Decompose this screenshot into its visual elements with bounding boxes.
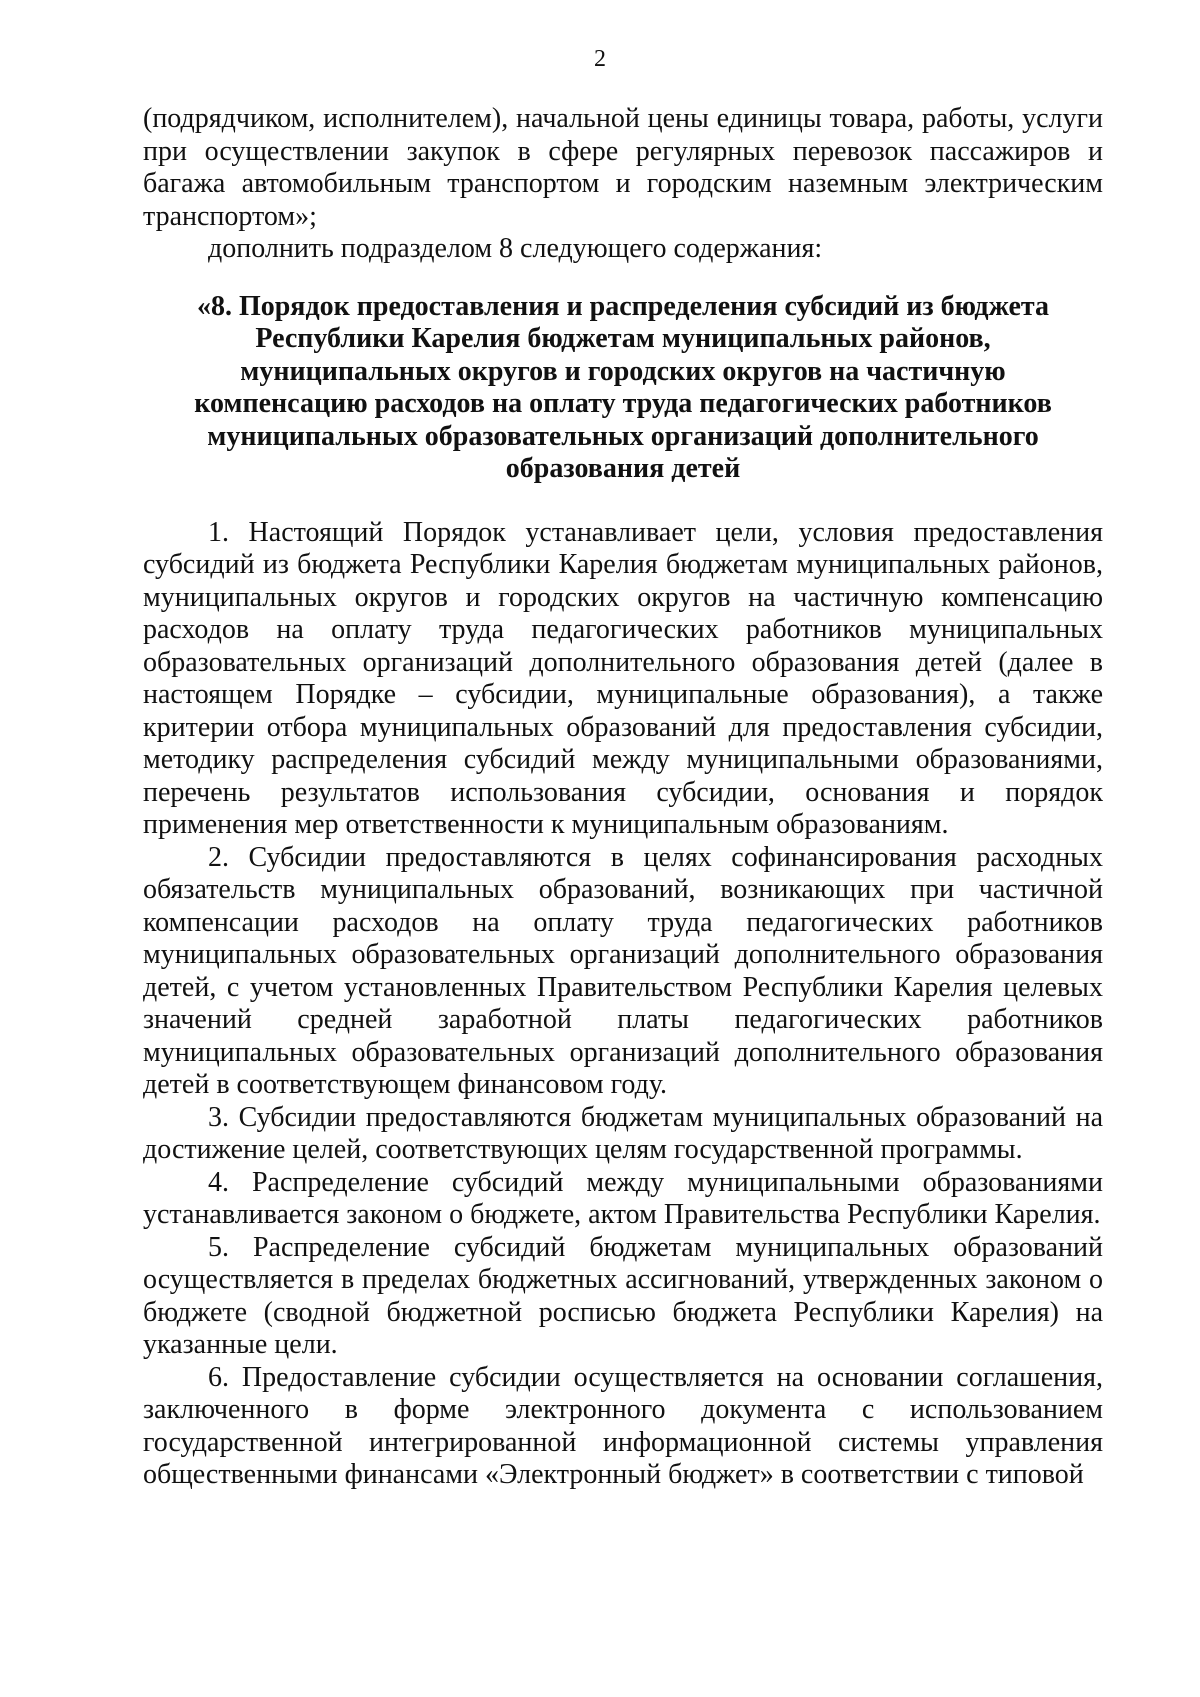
paragraph-4: 4. Распределение субсидий между муниципальными образованиями устанавливается законом о бюджете, актом Правительства Республики Карелия. xyxy=(143,1166,1103,1230)
paragraph-5: 5. Распределение субсидий бюджетам муниципальных образований осуществляется в пределах бюджетных ассигнований, утвержденных законом о бюджете (сводной бюджетной росписью бюджета Республики Карелия) на указанные цели. xyxy=(143,1231,1103,1360)
paragraph-3: 3. Субсидии предоставляются бюджетам муниципальных образований на достижение целей, соответствующих целям государственной программы. xyxy=(143,1101,1103,1165)
intro-instruction: дополнить подразделом 8 следующего содержания: xyxy=(208,233,823,264)
section-title: «8. Порядок предоставления и распределения субсидий из бюджета Республики Карелия бюджетам муниципальных районов, муниципальных округов и городских округов на частичную компенсацию расходов на оплату труда педагогических работников муниципальных образовательных организаций дополнительного образования детей xyxy=(194,290,1052,484)
intro-continuation: (подрядчиком, исполнителем), начальной цены единицы товара, работы, услуги при осуществлении закупок в сфере регулярных перевозок пассажиров и багажа автомобильным транспортом и городским наземным электрическим транспортом»; xyxy=(143,103,1103,232)
page-number: 2 xyxy=(594,46,606,72)
paragraph-2: 2. Субсидии предоставляются в целях софинансирования расходных обязательств муниципальных образований, возникающих при частичной компенсации расходов на оплату труда педагогических работников муниципальных образовательных организаций дополнительного образования детей, с учетом установленных Правительством Республики Карелия целевых значений средней заработной платы педагогических работников муниципальных образовательных организаций дополнительного образования детей в соответствующем финансовом году. xyxy=(143,841,1103,1100)
paragraph-1: 1. Настоящий Порядок устанавливает цели, условия предоставления субсидий из бюджета Республики Карелия бюджетам муниципальных районов, муниципальных округов и городских округов на частичную компенсацию расходов на оплату труда педагогических работников муниципальных образовательных организаций дополнительного образования детей (далее в настоящем Порядке – субсидии, муниципальные образования), а также критерии отбора муниципальных образований для предоставления субсидии, методику распределения субсидий между муниципальными образованиями, перечень результатов использования субсидии, основания и порядок применения мер ответственности к муниципальным образованиям. xyxy=(143,516,1103,840)
paragraph-6: 6. Предоставление субсидии осуществляется на основании соглашения, заключенного в форме электронного документа с использованием государственной интегрированной информационной системы управления общественными финансами «Электронный бюджет» в соответствии с типовой xyxy=(143,1361,1103,1490)
document-body xyxy=(143,103,1103,1492)
